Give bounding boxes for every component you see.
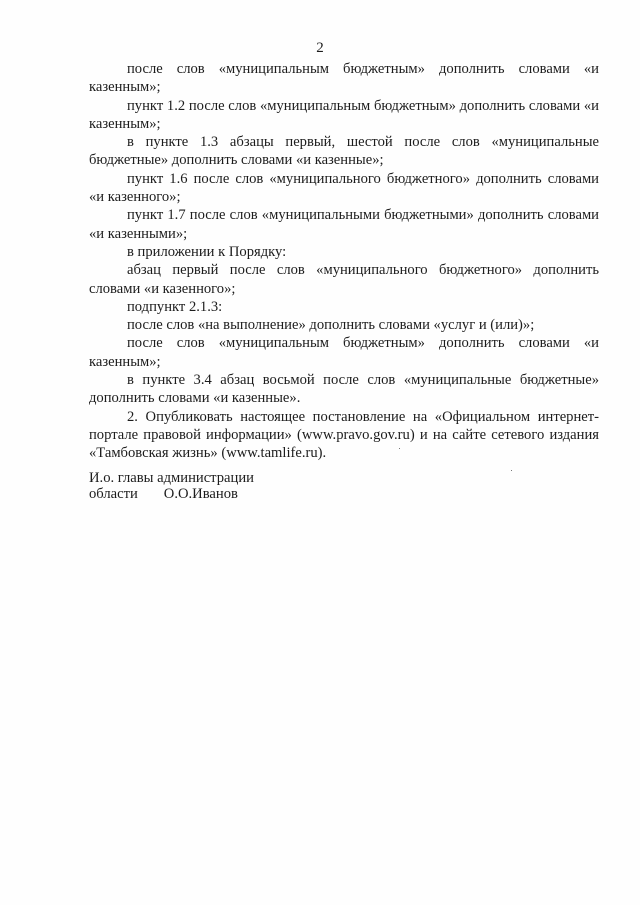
document-body bbox=[89, 60, 599, 463]
paragraph: подпункт 2.1.3: bbox=[127, 298, 223, 315]
paragraph: пункт 1.7 после слов «муниципальными бюджетными» дополнить словами «и казенными»; bbox=[89, 207, 599, 242]
paragraph: в пункте 1.3 абзацы первый, шестой после слов «муниципальные бюджетные» дополнить словами «и казенные»; bbox=[89, 134, 599, 169]
paragraph: после слов «муниципальным бюджетным» дополнить словами «и казенным»; bbox=[89, 335, 599, 370]
signature-block bbox=[89, 470, 254, 502]
scan-speck bbox=[399, 448, 400, 449]
signatory-title-region: области bbox=[89, 486, 138, 502]
signatory-name: О.О.Иванов bbox=[163, 486, 238, 502]
paragraph: после слов «муниципальным бюджетным» дополнить словами «и казенным»; bbox=[89, 61, 599, 96]
paragraph: пункт 1.2 после слов «муниципальным бюджетным» дополнить словами «и казенным»; bbox=[89, 97, 599, 132]
paragraph: 2. Опубликовать настоящее постановление на «Официальном интернет-портале правовой информации» (www.pravo.gov.ru) и на сайте сетевого издания «Тамбовская жизнь» (www.tamlife.ru). bbox=[89, 408, 599, 462]
paragraph: после слов «на выполнение» дополнить словами «услуг и (или)»; bbox=[127, 317, 535, 334]
signatory-title: И.о. главы администрации bbox=[89, 470, 254, 486]
scan-speck bbox=[511, 470, 512, 471]
signatory-title-continued bbox=[89, 486, 254, 502]
page-number: 2 bbox=[316, 40, 324, 56]
paragraph: пункт 1.6 после слов «муниципального бюджетного» дополнить словами «и казенного»; bbox=[89, 170, 599, 206]
paragraph: в пункте 3.4 абзац восьмой после слов «муниципальные бюджетные» дополнить словами «и казенные». bbox=[89, 372, 599, 407]
paragraph: в приложении к Порядку: bbox=[127, 243, 287, 260]
paragraph: абзац первый после слов «муниципального бюджетного» дополнить словами «и казенного»; bbox=[89, 262, 599, 297]
